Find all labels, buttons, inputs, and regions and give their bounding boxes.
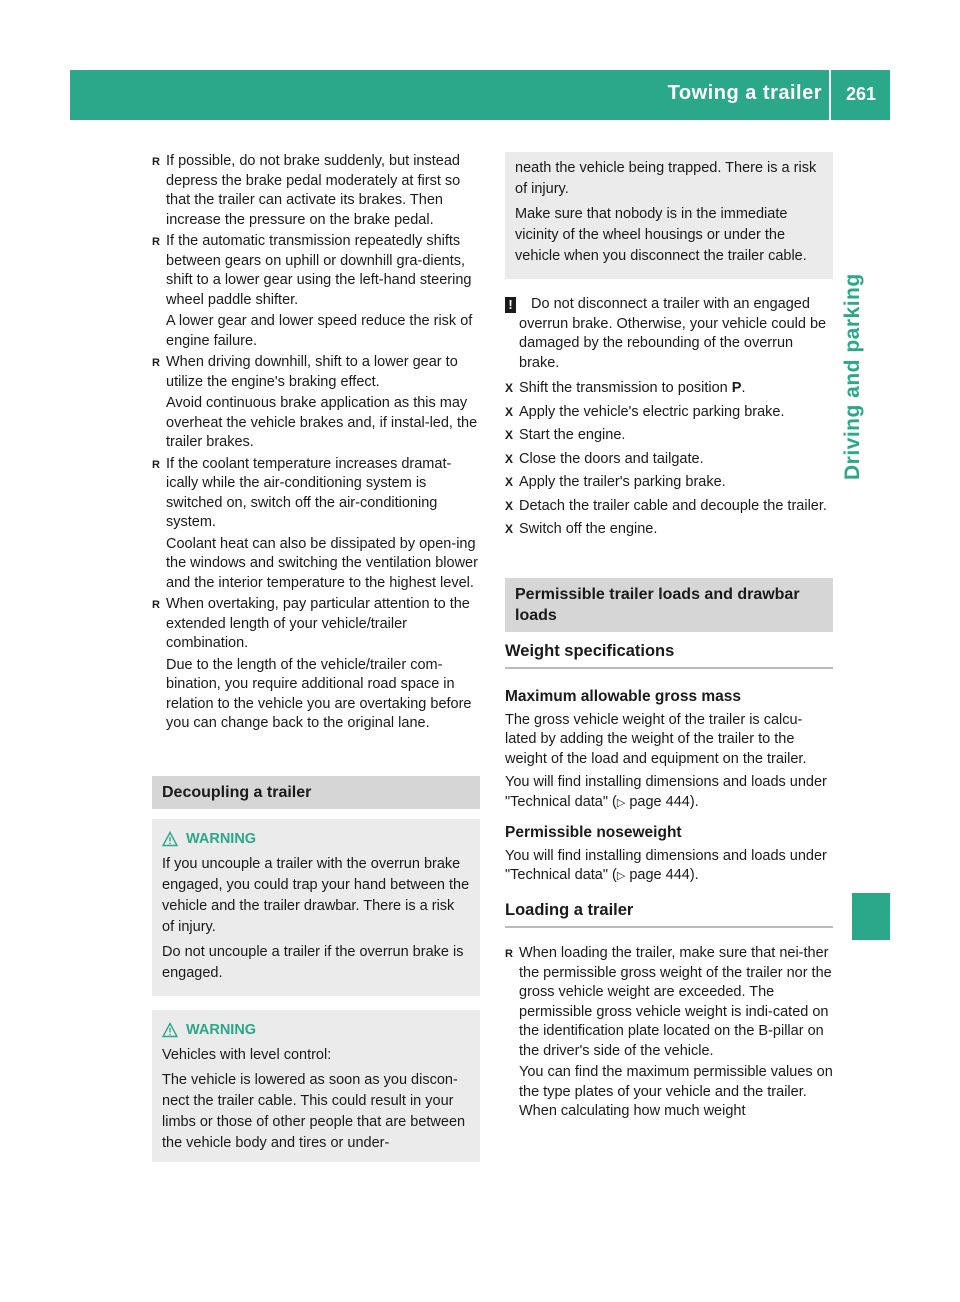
list-item: R When overtaking, pay particular attention to the extended length of your vehicle/trailer combination. Due to the length of the vehicle/trailer com-bination, you require additional road space in relation to the vehicle you are overtaking before you can change back to the original lane. (152, 595, 480, 734)
subheading-loading: Loading a trailer (505, 901, 833, 929)
step-item: X Start the engine. (505, 426, 833, 446)
exclamation-icon: ! (505, 297, 516, 313)
step-item: X Detach the trailer cable and decouple the trailer. (505, 497, 833, 517)
note-text: Do not disconnect a trailer with an engaged overrun brake. Otherwise, your vehicle could be damaged by the rebounding of the overrun brake. (519, 296, 827, 371)
step-item: X Apply the vehicle's electric parking brake. (505, 403, 833, 423)
right-column (505, 152, 833, 1124)
warning-box-continued (505, 152, 833, 279)
heading-noseweight: Permissible noseweight (505, 824, 682, 841)
paragraph: The gross vehicle weight of the trailer is calcu-lated by adding the weight of the trailer to the weight of the load and equipment on the trailer. (505, 711, 807, 767)
step-item: X Shift the transmission to position P. (505, 379, 833, 399)
note (505, 295, 833, 373)
list-item: R When loading the trailer, make sure that nei-ther the permissible gross weight of the trailer nor the gross vehicle weight are exceeded. The permissible gross vehicle weight is indi-cated on the identification plate located on the B-pillar on the driver's side of the vehicle. You can find the maximum permissible values on the type plates of your vehicle and the trailer. When calculating how much weight (505, 944, 833, 1122)
section-heading-permissible: Permissible trailer loads and drawbar loads (505, 578, 833, 632)
header-separator (829, 70, 831, 120)
warning-text: Make sure that nobody is in the immediate vicinity of the wheel housings or under the vehicle when you disconnect the trailer cable. (515, 206, 807, 264)
step-item: X Switch off the engine. (505, 520, 833, 540)
warning-box (152, 1010, 480, 1162)
list-item: R If the coolant temperature increases dramat-ically while the air-conditioning system is switched on, switch off the air-conditioning system. Coolant heat can also be dissipated by open-ing the windows and switching the ventilation blower and the interior temperature to the highest level. (152, 455, 480, 594)
warning-title: WARNING (186, 830, 257, 847)
warning-icon (162, 831, 178, 847)
warning-text: neath the vehicle being trapped. There is a risk of injury. (515, 160, 817, 197)
paragraph: You will find installing dimensions and loads under "Technical data" (▷ page 444). (505, 774, 827, 810)
page-link[interactable]: page 444). (629, 793, 699, 810)
warning-text: The vehicle is lowered as soon as you discon-nect the trailer cable. This could result in your limbs or those of other people that are between the vehicle body and tires or under- (162, 1071, 466, 1151)
warning-box (152, 819, 480, 996)
page-title: Towing a trailer (667, 82, 822, 104)
page-link[interactable]: page 444). (629, 867, 699, 883)
section-heading-decoupling: Decoupling a trailer (152, 776, 480, 809)
warning-text: Do not uncouple a trailer if the overrun brake is engaged. (162, 943, 464, 981)
page-number: 261 (845, 84, 877, 104)
step-item: X Apply the trailer's parking brake. (505, 473, 833, 493)
page-ref-arrow-icon: ▷ (616, 796, 626, 809)
subheading-weight: Weight specifications (505, 642, 833, 670)
warning-text: If you uncouple a trailer with the overrun brake engaged, you could trap your hand between the vehicle and the trailer drawbar. There is a risk of injury. (162, 855, 470, 935)
list-item: R If possible, do not brake suddenly, but instead depress the brake pedal moderately at first so that the trailer can activate its brakes. Then increase the pressure on the brake pedal. (152, 152, 480, 230)
list-item: R If the automatic transmission repeatedly shifts between gears on uphill or downhill gra-dients, shift to a lower gear using the left-hand steering wheel paddle shifter. A lower gear and lower speed reduce the risk of engine failure. (152, 232, 480, 351)
paragraph: You will find installing dimensions and loads under "Technical data" (▷ page 444). (505, 847, 827, 883)
side-chapter-marker (852, 893, 890, 940)
heading-gross-mass: Maximum allowable gross mass (505, 688, 742, 705)
list-item: R When driving downhill, shift to a lower gear to utilize the engine's braking effect. Avoid continuous brake application as this may overheat the vehicle brakes and, if instal-led, the trailer brakes. (152, 353, 480, 453)
warning-title: WARNING (186, 1021, 257, 1038)
side-chapter-label: Driving and parking (841, 273, 864, 480)
warning-icon (162, 1022, 178, 1038)
step-list (505, 379, 833, 540)
left-column (152, 152, 480, 1162)
step-item: X Close the doors and tailgate. (505, 450, 833, 470)
page-ref-arrow-icon: ▷ (616, 870, 626, 882)
warning-text: Vehicles with level control: (162, 1046, 332, 1063)
